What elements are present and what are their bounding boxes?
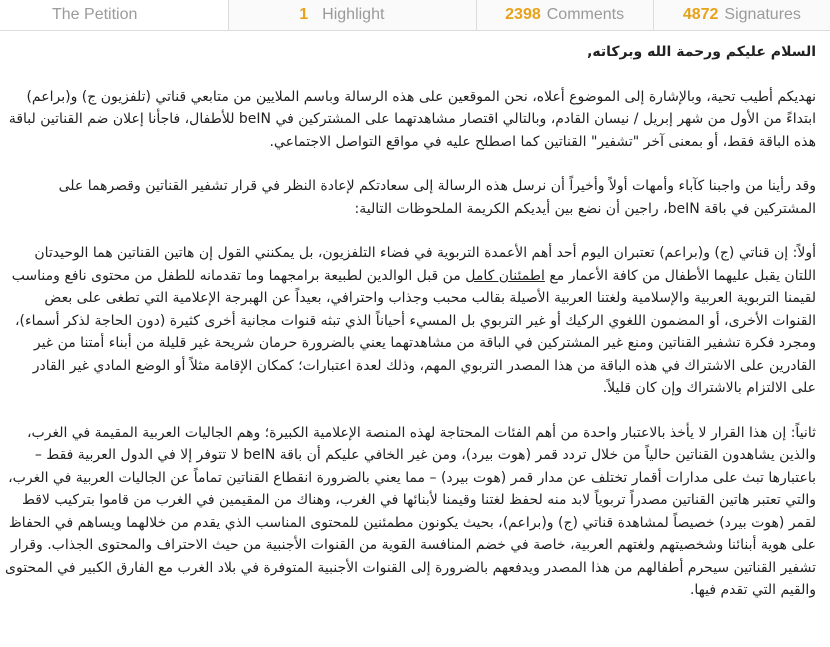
petition-tabs bbox=[0, 0, 830, 31]
petition-greeting: السلام عليكم ورحمة الله وبركاته, bbox=[587, 44, 816, 60]
petition-paragraph-purpose: وقد رأينا من واجبنا كآباء وأمهات أولاً وأخيراً أن نرسل هذه الرسالة إلى سعادتكم لإعادة النظر في قرار تشفير القناتين وقصرهما على المشتركين في باقة beIN، راجين أن نضع بين أيديكم الكريمة الملحوظات التالية: bbox=[58, 178, 816, 217]
petition-paragraph-first-point bbox=[4, 242, 816, 400]
tab-signatures-label: Signatures bbox=[724, 6, 801, 23]
tab-the-petition[interactable] bbox=[0, 0, 229, 30]
first-point-text-b: من قبل الوالدين لطبيعة برامجهما وما تقدمانه للطفل من محتوى نافع ومناسب لقيمنا التربوية العربية والإسلامية ولغتنا العربية الأصيلة بقالب محبب وجذاب واحترافي، بعيداً عن الهبرجة الإعلامية التي تطغى على بعض القنوات الأخرى، أو المضمون اللغوي الركيك أو غير التربوي بل المسيء أحياناً الذي تبثه قنوات مجانية أخرى كثيرة (دون الحاجة لذكر أسماء)، ومجرد فكرة تشفير القناتين ومنع غير المشتركين في الباقة من مشاهدتهما يعني بالضرورة حرمان شريحة غير قليلة من أبناء أمتنا من غير القادرين على الاشتراك في هذه الباقة من هذا المصدر التربوي المهم، وذلك لعدة اعتبارات؛ كمكان الإقامة مثلاً أو الوضع المادي غير القادر على الالتزام بالاشتراك وإن كان قليلاً. bbox=[11, 267, 816, 396]
tab-highlight-label: Highlight bbox=[322, 6, 385, 23]
petition-paragraph-intro: نهديكم أطيب تحية، وبالإشارة إلى الموضوع أعلاه، نحن الموقعين على هذه الرسالة وباسم الملايين من متابعي قناتي (تلفزيون ج) و(براعم) ابتداءً من الأول من شهر إبريل / نيسان القادم، وبالتالي اقتصار مشاهدتهما على المشتركين في beIN للأطفال، فاجأنا إعلان ضم القناتين لباقة هذه الباقة فقط، أو بمعنى آخر "تشفير" القناتين كما اصطلح عليه في مواقع التواصل الاجتماعي. bbox=[8, 88, 816, 150]
tab-signatures[interactable] bbox=[654, 0, 830, 30]
signatures-count: 4872 bbox=[682, 6, 719, 23]
first-point-underlined: اطمئنان كامل bbox=[465, 267, 545, 284]
highlight-count: 1 bbox=[299, 6, 309, 23]
first-point-text-a: أولاً: إن قناتي (ج) و(براعم) تعتبران اليوم أحد أهم الأعمدة التربوية في فضاء التلفزيون، بل يمكنني القول إن هاتين القناتين هما الوحيدتان اللتان يقبل عليهما الأطفال من كافة الأعمار مع bbox=[34, 245, 816, 284]
tab-comments[interactable] bbox=[477, 0, 654, 30]
comments-count: 2398 bbox=[505, 6, 541, 23]
petition-paragraph-second-point: ثانياً: إن هذا القرار لا يأخذ بالاعتبار واحدة من أهم الفئات المحتاجة لهذه المنصة الإعلامية الكبيرة؛ وهم الجاليات العربية المقيمة في الغرب، والذين يشاهدون القناتين حالياً من خلال تردد قمر (هوت بيرد)، ومن غير الخافي عليكم أن باقة beIN لا تتوفر إلا في الدول العربية فقط – باعتبارها تبث على مدارات أقمار تختلف عن مدار قمر (هوت بيرد) – مما يعني بالضرورة انقطاع القناتين تماماً عن الجاليات العربية في الغرب، والتي تعتبر هاتين القناتين مصدراً تربوياً لابد منه لحفظ لغتنا وقيمنا لأبنائها في الغرب، وهناك من المقيمين في الغرب من قاموا بتركيب لاقط لقمر (هوت بيرد) خصيصاً لمشاهدة قناتي (ج) و(براعم)، بحيث يكونون مطمئنين للمحتوى المناسب الذي يقدم من خلالهما ويساهم في الحفاظ على هوية أبنائنا وشخصيتهم ولغتهم العربية، خاصة في خضم المنافسة القوية من القنوات الأجنبية من حيث الاحتراف والمحتوى الجذاب. وقرار تشفير القناتين سيحرم أطفالهم من هذا المصدر ويدفعهم بالضرورة إلى القنوات الأجنبية المتوفرة في بلاد الغرب مع الفارق الكبير في المحتوى والقيم التي تقدم فيها. bbox=[5, 424, 816, 598]
tab-highlight[interactable] bbox=[229, 0, 476, 30]
tab-comments-label: Comments bbox=[546, 6, 625, 23]
petition-body bbox=[0, 31, 830, 602]
tab-the-petition-label: The Petition bbox=[52, 6, 138, 23]
